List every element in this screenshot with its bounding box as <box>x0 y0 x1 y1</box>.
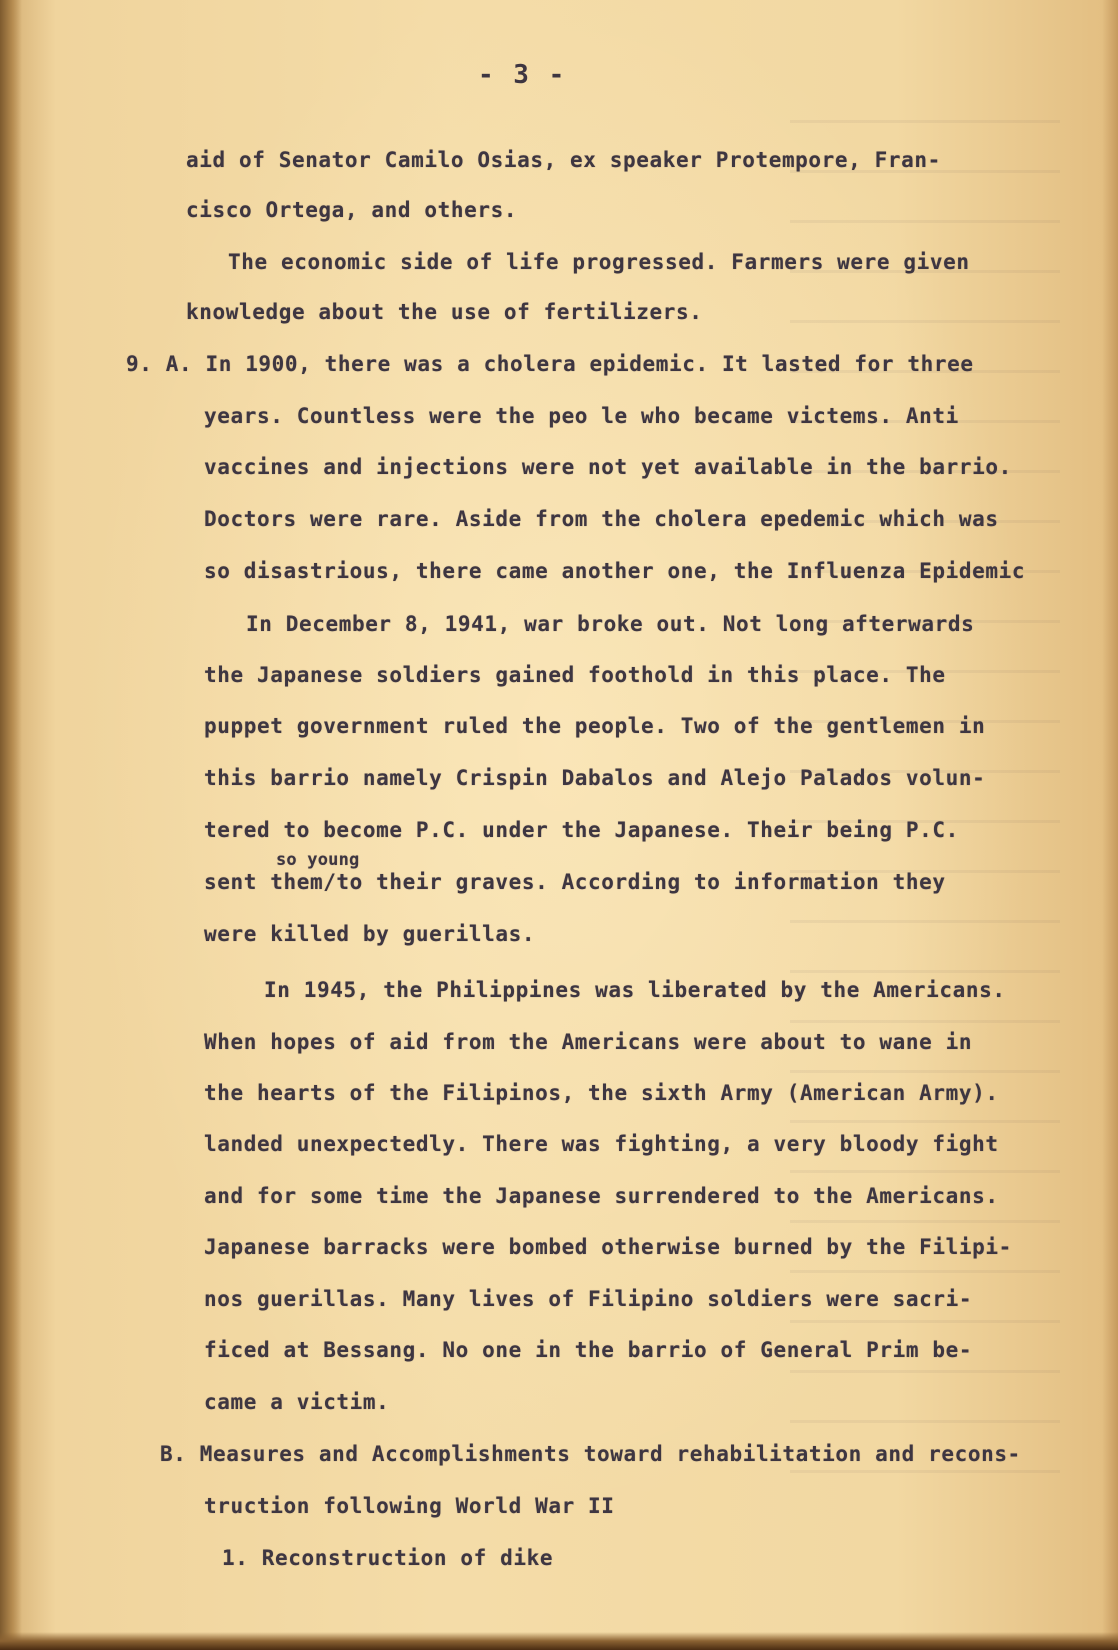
text-line: sent them/to their graves. According to information they <box>204 870 946 894</box>
page-left-shadow <box>0 0 22 1650</box>
text-line: years. Countless were the peo le who became victems. Anti <box>204 404 959 428</box>
text-line: aid of Senator Camilo Osias, ex speaker Protempore, Fran- <box>186 148 941 172</box>
text-line: tered to become P.C. under the Japanese. Their being P.C. <box>204 818 959 842</box>
text-line: puppet government ruled the people. Two of the gentlemen in <box>204 714 986 738</box>
text-line: the Japanese soldiers gained foothold in this place. The <box>204 663 946 687</box>
text-line: When hopes of aid from the Americans were about to wane in <box>204 1030 973 1054</box>
text-line: In 1945, the Philippines was liberated by the Americans. <box>264 978 1006 1002</box>
text-line: nos guerillas. Many lives of Filipino soldiers were sacri- <box>204 1287 973 1311</box>
page-bottom-edge <box>0 1632 1118 1650</box>
text-line: B. Measures and Accomplishments toward rehabilitation and recons- <box>160 1442 1021 1466</box>
text-line: the hearts of the Filipinos, the sixth Army (American Army). <box>204 1081 999 1105</box>
text-line: so disastrious, there came another one, the Influenza Epidemic <box>204 559 1026 583</box>
text-line: landed unexpectedly. There was fighting, a very bloody fight <box>204 1132 999 1156</box>
text-line: knowledge about the use of fertilizers. <box>186 300 703 324</box>
text-line: ficed at Bessang. No one in the barrio of General Prim be- <box>204 1338 973 1362</box>
text-line: The economic side of life progressed. Farmers were given <box>228 250 970 274</box>
text-line: Doctors were rare. Aside from the cholera epedemic which was <box>204 507 999 531</box>
page-right-shadow <box>1102 0 1118 1650</box>
text-line: vaccines and injections were not yet available in the barrio. <box>204 455 1012 479</box>
page-number: - 3 - <box>478 60 567 90</box>
text-line: 9. A. In 1900, there was a cholera epidemic. It lasted for three <box>126 352 974 376</box>
text-line: In December 8, 1941, war broke out. Not long afterwards <box>246 612 975 636</box>
text-line: this barrio namely Crispin Dabalos and Alejo Palados volun- <box>204 766 986 790</box>
text-line: cisco Ortega, and others. <box>186 198 518 222</box>
text-line: truction following World War II <box>204 1494 615 1518</box>
interlinear-insert: so young <box>276 850 360 870</box>
text-line: 1. Reconstruction of dike <box>222 1546 554 1570</box>
text-line: came a victim. <box>204 1390 390 1414</box>
text-line: were killed by guerillas. <box>204 922 536 946</box>
text-line: Japanese barracks were bombed otherwise burned by the Filipi- <box>204 1235 1012 1259</box>
text-line: and for some time the Japanese surrendered to the Americans. <box>204 1184 999 1208</box>
